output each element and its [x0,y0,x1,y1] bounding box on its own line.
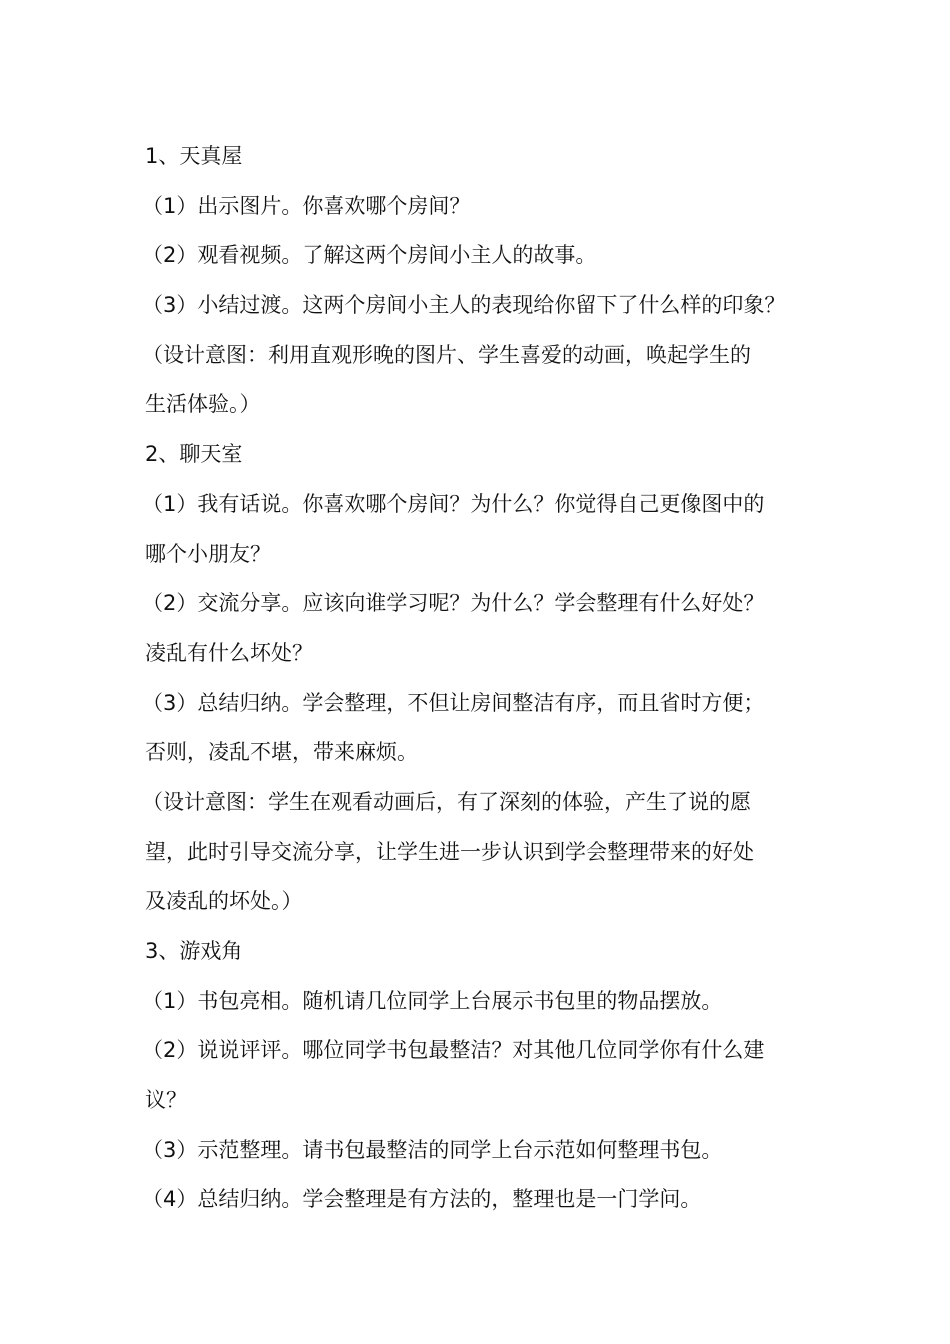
paragraph-line: （3）示范整理。请书包最整洁的同学上台示范如何整理书包。 [142,1137,723,1162]
paragraph-line: 议？ [145,1088,187,1113]
paragraph-line: 凌乱有什么坏处？ [145,640,313,665]
paragraph-line: （4）总结归纳。学会整理是有方法的，整理也是一门学问。 [142,1187,702,1212]
design-intent-line: 望，此时引导交流分享，让学生进一步认识到学会整理带来的好处 [145,839,754,864]
design-intent-line: 生活体验。） [145,392,261,417]
paragraph-line: （3）小结过渡。这两个房间小主人的表现给你留下了什么样的印象？ [142,293,786,318]
design-intent-line: （设计意图：利用直观形晚的图片、学生喜爱的动画，唤起学生的 [142,342,751,367]
paragraph-line: 哪个小朋友？ [145,541,271,566]
paragraph-line: （1）书包亮相。随机请几位同学上台展示书包里的物品摆放。 [142,988,723,1013]
paragraph-line: 否则，凌乱不堪，带来麻烦。 [145,740,418,765]
paragraph-line: （2）说说评评。哪位同学书包最整洁？对其他几位同学你有什么建 [142,1038,765,1063]
section-heading-3: 3、游戏角 [145,939,243,963]
section-heading-1: 1、天真屋 [145,144,243,168]
document-body [142,132,825,1225]
paragraph-line: （3）总结归纳。学会整理，不但让房间整洁有序，而且省时方便； [142,690,765,715]
design-intent-line: （设计意图：学生在观看动画后，有了深刻的体验，产生了说的愿 [142,789,751,814]
design-intent-line: 及凌乱的坏处。） [145,889,303,914]
paragraph-line: （2）交流分享。应该向谁学习呢？为什么？学会整理有什么好处？ [142,591,765,616]
paragraph-line: （1）出示图片。你喜欢哪个房间？ [142,193,471,218]
paragraph-line: （1）我有话说。你喜欢哪个房间？为什么？你觉得自己更像图中的 [142,491,765,516]
section-heading-2: 2、聊天室 [145,442,243,467]
paragraph-line: （2）观看视频。了解这两个房间小主人的故事。 [142,243,597,268]
